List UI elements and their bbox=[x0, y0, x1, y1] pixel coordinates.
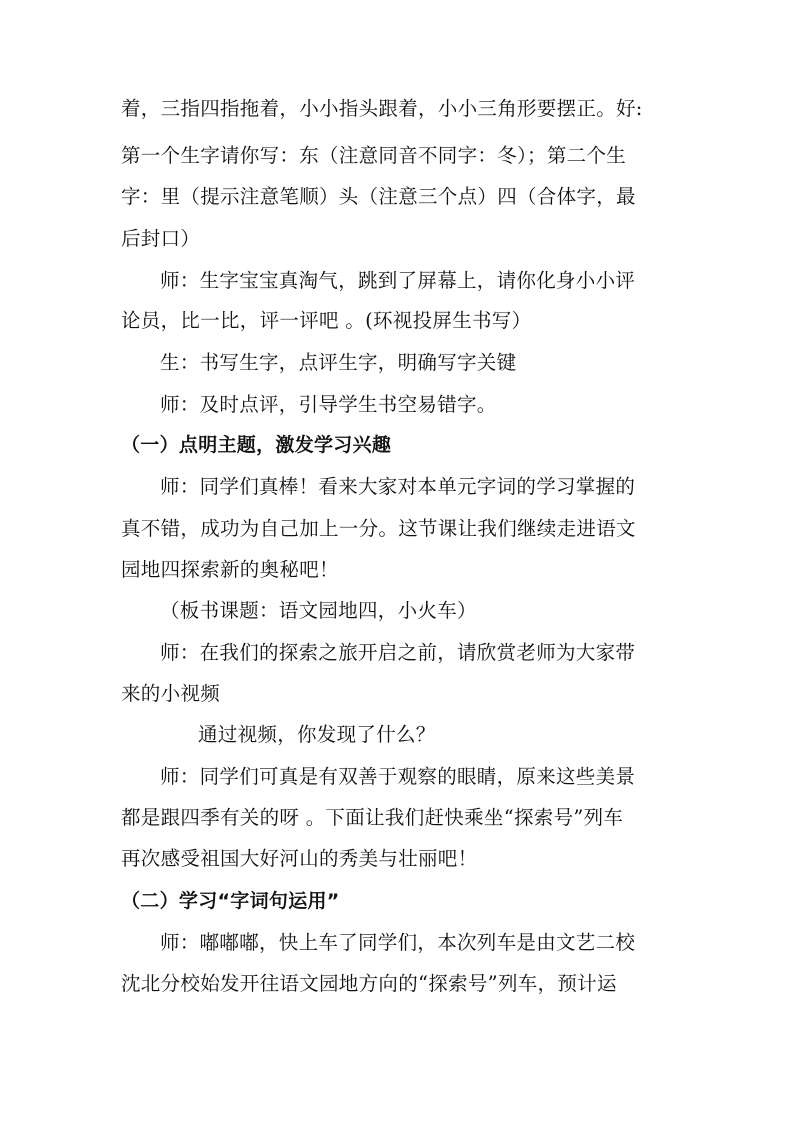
paragraph-line-16: 通过视频，你发现了什么？ bbox=[198, 723, 436, 746]
paragraph-line-19: 再次感受祖国大好河山的秀美与壮丽吧！ bbox=[121, 847, 478, 870]
paragraph-line-7: 生：书写生字，点评生字，明确写字关键 bbox=[160, 351, 517, 374]
paragraph-line-8: 师：及时点评，引导学生书空易错字。 bbox=[160, 393, 497, 416]
paragraph-line-22: 沈北分校始发开往语文园地方向的“探索号”列车，预计运 bbox=[121, 972, 617, 995]
paragraph-line-6: 论员，比一比，评一评吧 。(环视投屏生书写） bbox=[121, 309, 532, 332]
paragraph-line-12: 园地四探索新的奥秘吧！ bbox=[121, 558, 339, 581]
paragraph-line-1: 着，三指四指拖着，小小指头跟着，小小三角形要摆正。好: bbox=[121, 97, 643, 120]
paragraph-line-14: 师：在我们的探索之旅开启之前，请欣赏老师为大家带 bbox=[160, 641, 636, 664]
section-heading-1: （一）点明主题，激发学习兴趣 bbox=[121, 434, 392, 456]
paragraph-line-5: 师：生字宝宝真淘气，跳到了屏幕上，请你化身小小评 bbox=[160, 269, 636, 292]
paragraph-line-21: 师：嘟嘟嘟，快上车了同学们，本次列车是由文艺二校 bbox=[160, 931, 636, 954]
section-heading-2: （二）学习“字词句运用” bbox=[121, 890, 340, 912]
paragraph-line-13: （板书课题：语文园地四，小火车） bbox=[160, 599, 477, 622]
paragraph-line-17: 师：同学们可真是有双善于观察的眼睛，原来这些美景 bbox=[160, 765, 636, 788]
paragraph-line-2: 第一个生字请你写：东（注意同音不同字：冬）；第二个生 bbox=[121, 144, 627, 167]
paragraph-line-11: 真不错，成功为自己加上一分。这节课让我们继续走进语文 bbox=[121, 517, 636, 540]
paragraph-line-18: 都是跟四季有关的呀 。下面让我们赶快乘坐“探索号”列车 bbox=[121, 806, 624, 829]
paragraph-line-4: 后封口） bbox=[121, 227, 201, 250]
paragraph-line-15: 来的小视频 bbox=[121, 682, 221, 705]
paragraph-line-10: 师：同学们真棒！看来大家对本单元字词的学习掌握的 bbox=[160, 475, 636, 498]
paragraph-line-3: 字：里（提示注意笔顺）头（注意三个点）四（合体字，最 bbox=[121, 185, 636, 208]
